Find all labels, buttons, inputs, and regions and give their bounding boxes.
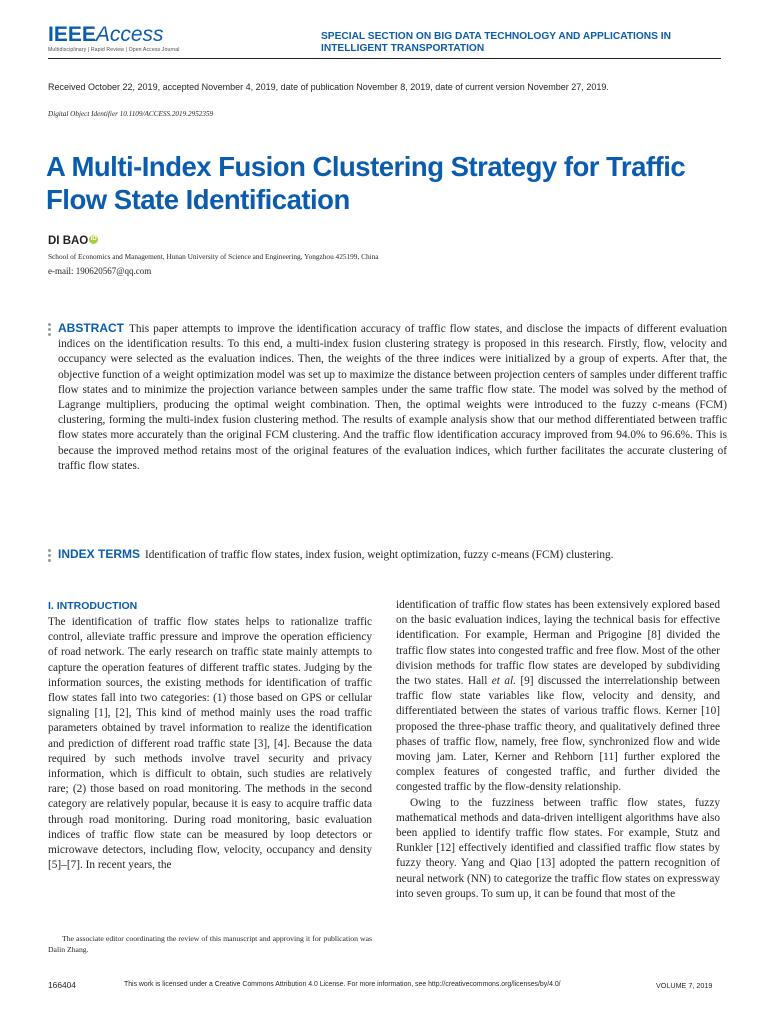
author-email[interactable]: e-mail: 190620567@qq.com bbox=[48, 266, 152, 276]
author-name: DI BAO bbox=[48, 235, 89, 247]
logo-tagline: Multidisciplinary | Rapid Review | Open Access Journal bbox=[48, 47, 180, 53]
paragraph-text: identification of traffic flow states has been extensively explored based on the basic evaluation indices, laying the technical basis for effective identification. For example, Herman and Prigogine [8] divided the traffic flow states into congested traffic and free flow. Most of the other division methods for traffic flow states are developed by subdividing the two states. Hall bbox=[396, 599, 720, 688]
abstract-dots-icon bbox=[48, 323, 54, 338]
special-section-title: SPECIAL SECTION ON BIG DATA TECHNOLOGY AND APPLICATIONS IN INTELLIGENT TRANSPORTATION bbox=[321, 31, 671, 54]
et-al: et al. bbox=[491, 675, 516, 688]
logo-ieee: IEEE bbox=[48, 23, 96, 46]
index-terms-block bbox=[58, 547, 727, 563]
paragraph: The identification of traffic flow states helps to rationalize traffic control, alleviate traffic pressure and improve the operation efficiency of road network. The early research on traffic state mainly attempts to capture the operation features of different traffic states. Judging by the information sources, the existing methods for identification of traffic flow states fall into two categories: (1) those based on GPS or cellular signaling [1], [2], This kind of method mainly uses the road traffic parameters obtained by travel information to realize the identification and prediction of different road traffic state [3], [4]. Because the data required by such methods involve travel security and privacy information, which is difficult to obtain, such studies are relatively rare; (2) those based on road monitoring. The methods in the second category are relatively popular, because it is easy to acquire traffic data through road monitoring. During road monitoring, basic evaluation indices of traffic flow state can be measured by loop detectors or microwave detectors, including flow, velocity, occupancy and density [5]–[7]. In recent years, the bbox=[48, 616, 372, 872]
license-note[interactable]: This work is licensed under a Creative Commons Attribution 4.0 License. For more information, see http://creativecommons.org/licenses/by/4.0/ bbox=[124, 981, 561, 988]
author-affiliation: School of Economics and Management, Hunan University of Science and Engineering, Yongzhou 425199, China bbox=[48, 252, 379, 261]
author-line bbox=[48, 235, 98, 247]
doi-link[interactable]: Digital Object Identifier 10.1109/ACCESS.2019.2952359 bbox=[48, 110, 214, 118]
index-terms-label: INDEX TERMS bbox=[58, 547, 141, 561]
paragraph: Owing to the fuzziness between traffic flow states, fuzzy mathematical methods and data-driven intelligent algorithms have also been applied to identify traffic flow states. For example, Stutz and Runkler [12] effectively identified and classified traffic flow states by fuzzy theory. Yang and Qiao [13] adopted the pattern recognition of neural network (NN) to categorize the traffic flow states on expressway into seven groups. To sum up, it can be found that most of the bbox=[396, 796, 720, 900]
page-number: 166404 bbox=[48, 980, 76, 990]
index-terms-dots-icon bbox=[48, 549, 54, 564]
header-divider bbox=[48, 58, 721, 59]
volume-label: VOLUME 7, 2019 bbox=[656, 981, 713, 990]
editor-footnote: The associate editor coordinating the review of this manuscript and approving it for publication was Dalin Zhang. bbox=[48, 934, 372, 954]
body-column-left bbox=[48, 600, 372, 873]
abstract-label: ABSTRACT bbox=[58, 321, 124, 335]
abstract-text: This paper attempts to improve the identification accuracy of traffic flow states, and disclose the impacts of different evaluation indices on the identification results. To this end, a multi-index fusion clustering strategy is proposed in this research. Firstly, flow, velocity and occupancy were selected as the evaluation indices. Then, the weights of the three indices were initialized by a group of experts. After that, the objective function of a weight optimization model was set up to maximize the distance between projection centers of samples under different traffic flow states and to minimize the projection variance between samples under the same traffic flow state. The model was solved by the method of Lagrange multipliers, producing the optimal weight combination. Then, the optimal weights were introduced to the fuzzy c-means (FCM) clustering, forming the multi-index fusion clustering method. The results of example analysis show that our method differentiated between traffic flow states more accurately than the original FCM clustering. And the traffic flow identification accuracy improved from 94.0% to 96.6%. This is because the improved method retains most of the original features of the evaluation indices, which further facilitates the accurate clustering of traffic flow states. bbox=[58, 323, 727, 472]
index-terms-text: Identification of traffic flow states, index fusion, weight optimization, fuzzy c-means (FCM) clustering. bbox=[145, 549, 614, 561]
received-dates: Received October 22, 2019, accepted November 4, 2019, date of publication November 8, 2019, date of current version November 27, 2019. bbox=[48, 82, 609, 92]
orcid-icon[interactable]: iD bbox=[90, 236, 97, 242]
abstract-block bbox=[58, 321, 727, 474]
paragraph bbox=[396, 598, 720, 796]
section-heading-introduction: I. INTRODUCTION bbox=[48, 600, 138, 612]
body-column-right bbox=[396, 598, 720, 902]
logo-access: Access bbox=[95, 23, 164, 46]
journal-logo bbox=[48, 24, 164, 46]
paper-title: A Multi-Index Fusion Clustering Strategy for Traffic Flow State Identification bbox=[46, 151, 686, 215]
paragraph-text: [9] discussed the interrelationship between traffic flow state variables like flow, velocity and density, and differentiated between the states of various traffic flows. Kerner [10] proposed the three-phase traffic theory, and qualitatively defined three phases of traffic flow, namely, free flow, synchronized flow and wide moving jam. Later, Kerner and Rehborn [11] further explored the complex features of congested traffic, and further divided the congested traffic by the flow-density relationship. bbox=[396, 675, 720, 794]
